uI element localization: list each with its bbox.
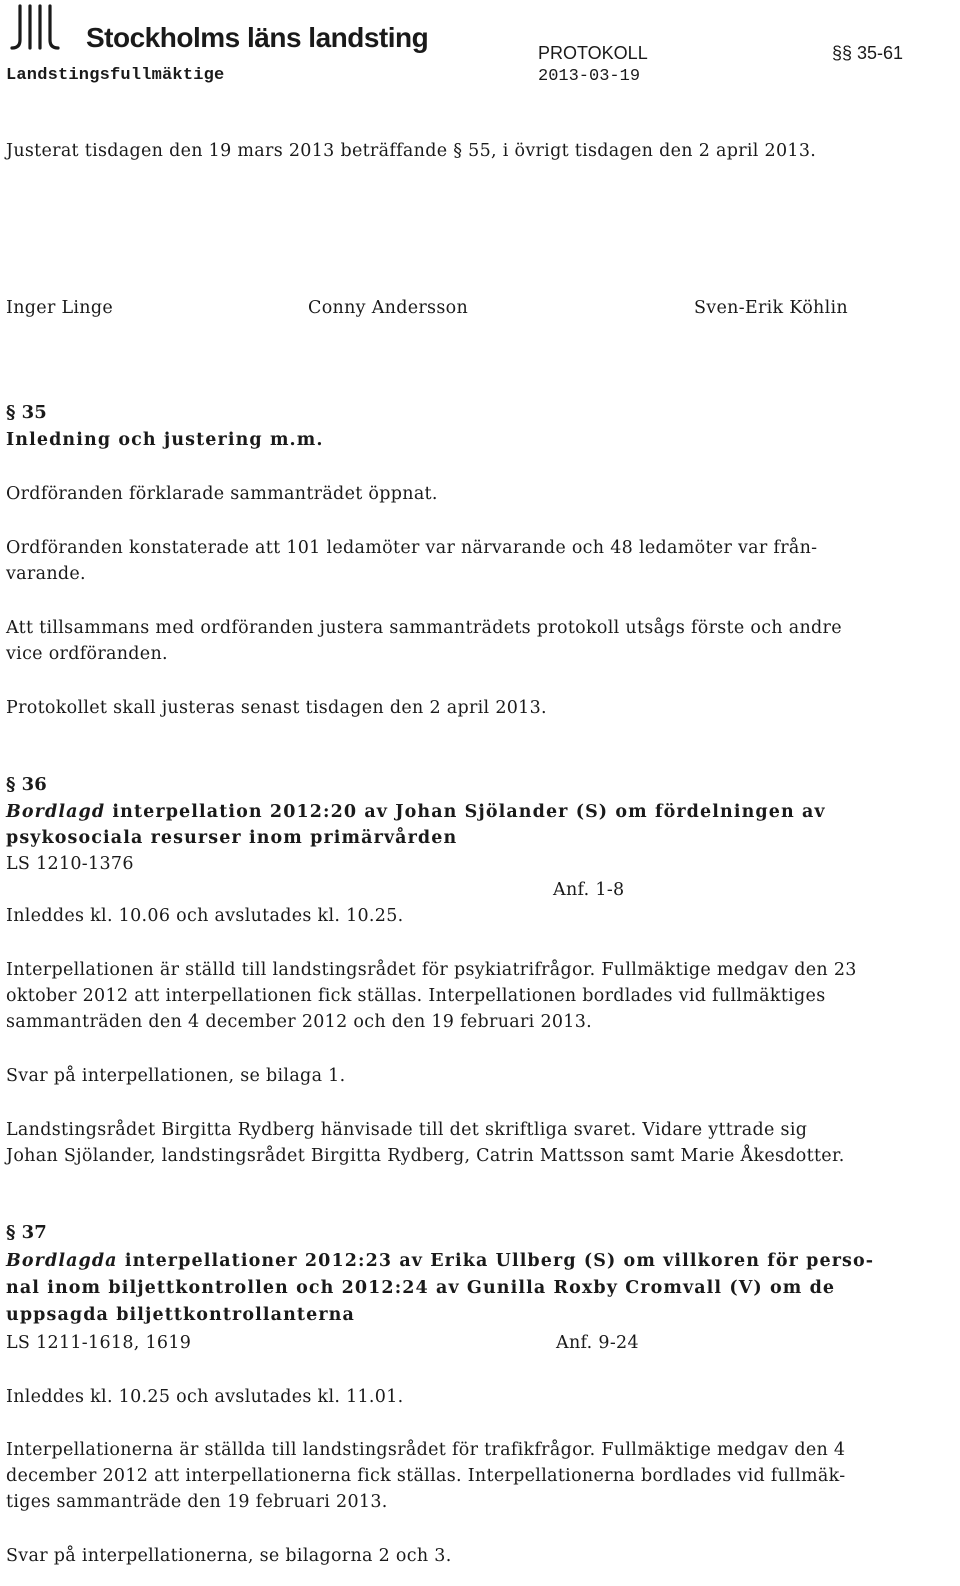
- section-37-time: Inleddes kl. 10.25 och avslutades kl. 11.01.: [6, 1387, 404, 1407]
- document-type: PROTOKOLL: [538, 43, 648, 63]
- section-36-title-italic: Bordlagd: [6, 802, 106, 822]
- section-37-paragraph: Svar på interpellationerna, se bilagorna 2 och 3.: [6, 1546, 452, 1566]
- signatory-1: Inger Linge: [6, 298, 114, 318]
- document-date: 2013-03-19: [538, 67, 641, 86]
- section-37-title-line2: nal inom biljettkontrollen och 2012:24 av Gunilla Roxby Cromvall (V) om de: [6, 1278, 836, 1298]
- section-35-paragraph: Ordföranden konstaterade att 101 ledamöter var närvarande och 48 ledamöter var från-: [6, 538, 818, 558]
- section-37-title-rest: interpellationer 2012:23 av Erika Ullberg (S) om villkoren för perso-: [117, 1251, 875, 1271]
- section-37-anf: Anf. 9-24: [556, 1333, 639, 1353]
- section-35-paragraph: Att tillsammans med ordföranden justera sammanträdets protokoll utsågs förste och andre: [6, 618, 842, 638]
- section-36-number: § 36: [6, 774, 47, 795]
- section-36-paragraph: sammanträden den 4 december 2012 och den 19 februari 2013.: [6, 1012, 593, 1032]
- section-36-paragraph: oktober 2012 att interpellationen fick ställas. Interpellationen bordlades vid fullmäktiges: [6, 986, 826, 1006]
- section-36-anf: Anf. 1-8: [553, 880, 625, 900]
- section-range: §§ 35-61: [832, 43, 904, 63]
- section-36-ls-number: LS 1210-1376: [6, 854, 134, 874]
- section-37-paragraph: december 2012 att interpellationerna fick ställas. Interpellationerna bordlades vid fullmäk-: [6, 1466, 846, 1486]
- section-37-number: § 37: [6, 1222, 47, 1243]
- section-36-title: [6, 799, 826, 825]
- section-35-paragraph: varande.: [6, 564, 86, 584]
- organization-name: Landstingsfullmäktige: [6, 66, 225, 85]
- signatory-2: Conny Andersson: [308, 298, 469, 318]
- section-37-paragraph: tiges sammanträde den 19 februari 2013.: [6, 1492, 388, 1512]
- section-36-title-line2: psykosociala resurser inom primärvården: [6, 828, 458, 848]
- section-37-title: [6, 1248, 874, 1274]
- section-36-paragraph: Interpellationen är ställd till landstingsrådet för psykiatrifrågor. Fullmäktige medgav den 23: [6, 960, 857, 980]
- section-37-paragraph: Interpellationerna är ställda till landstingsrådet för trafikfrågor. Fullmäktige medgav den 4: [6, 1440, 846, 1460]
- section-35-paragraph: Protokollet skall justeras senast tisdagen den 2 april 2013.: [6, 698, 547, 718]
- sll-logo-icon: [6, 0, 84, 54]
- signatory-3: Sven-Erik Köhlin: [694, 298, 848, 318]
- logo-wordmark: Stockholms läns landsting: [86, 22, 429, 53]
- section-37-title-line3: uppsagda biljettkontrollanterna: [6, 1305, 355, 1325]
- section-37-ls-number: LS 1211-1618, 1619: [6, 1333, 192, 1353]
- section-35-number: § 35: [6, 402, 47, 423]
- section-36-time: Inleddes kl. 10.06 och avslutades kl. 10.25.: [6, 906, 404, 926]
- section-36-paragraph: Johan Sjölander, landstingsrådet Birgitta Rydberg, Catrin Mattsson samt Marie Åkesdotter.: [6, 1146, 845, 1166]
- adjusted-line: Justerat tisdagen den 19 mars 2013 beträffande § 55, i övrigt tisdagen den 2 april 2013.: [6, 141, 817, 161]
- section-36-paragraph: Svar på interpellationen, se bilaga 1.: [6, 1066, 346, 1086]
- section-37-title-italic: Bordlagda: [6, 1251, 118, 1271]
- section-36-title-rest: interpellation 2012:20 av Johan Sjölander (S) om fördelningen av: [105, 802, 826, 822]
- section-35-paragraph: vice ordföranden.: [6, 644, 168, 664]
- section-36-paragraph: Landstingsrådet Birgitta Rydberg hänvisade till det skriftliga svaret. Vidare yttrade sig: [6, 1120, 808, 1140]
- section-35-paragraph: Ordföranden förklarade sammanträdet öppnat.: [6, 484, 438, 504]
- section-35-title: Inledning och justering m.m.: [6, 430, 324, 450]
